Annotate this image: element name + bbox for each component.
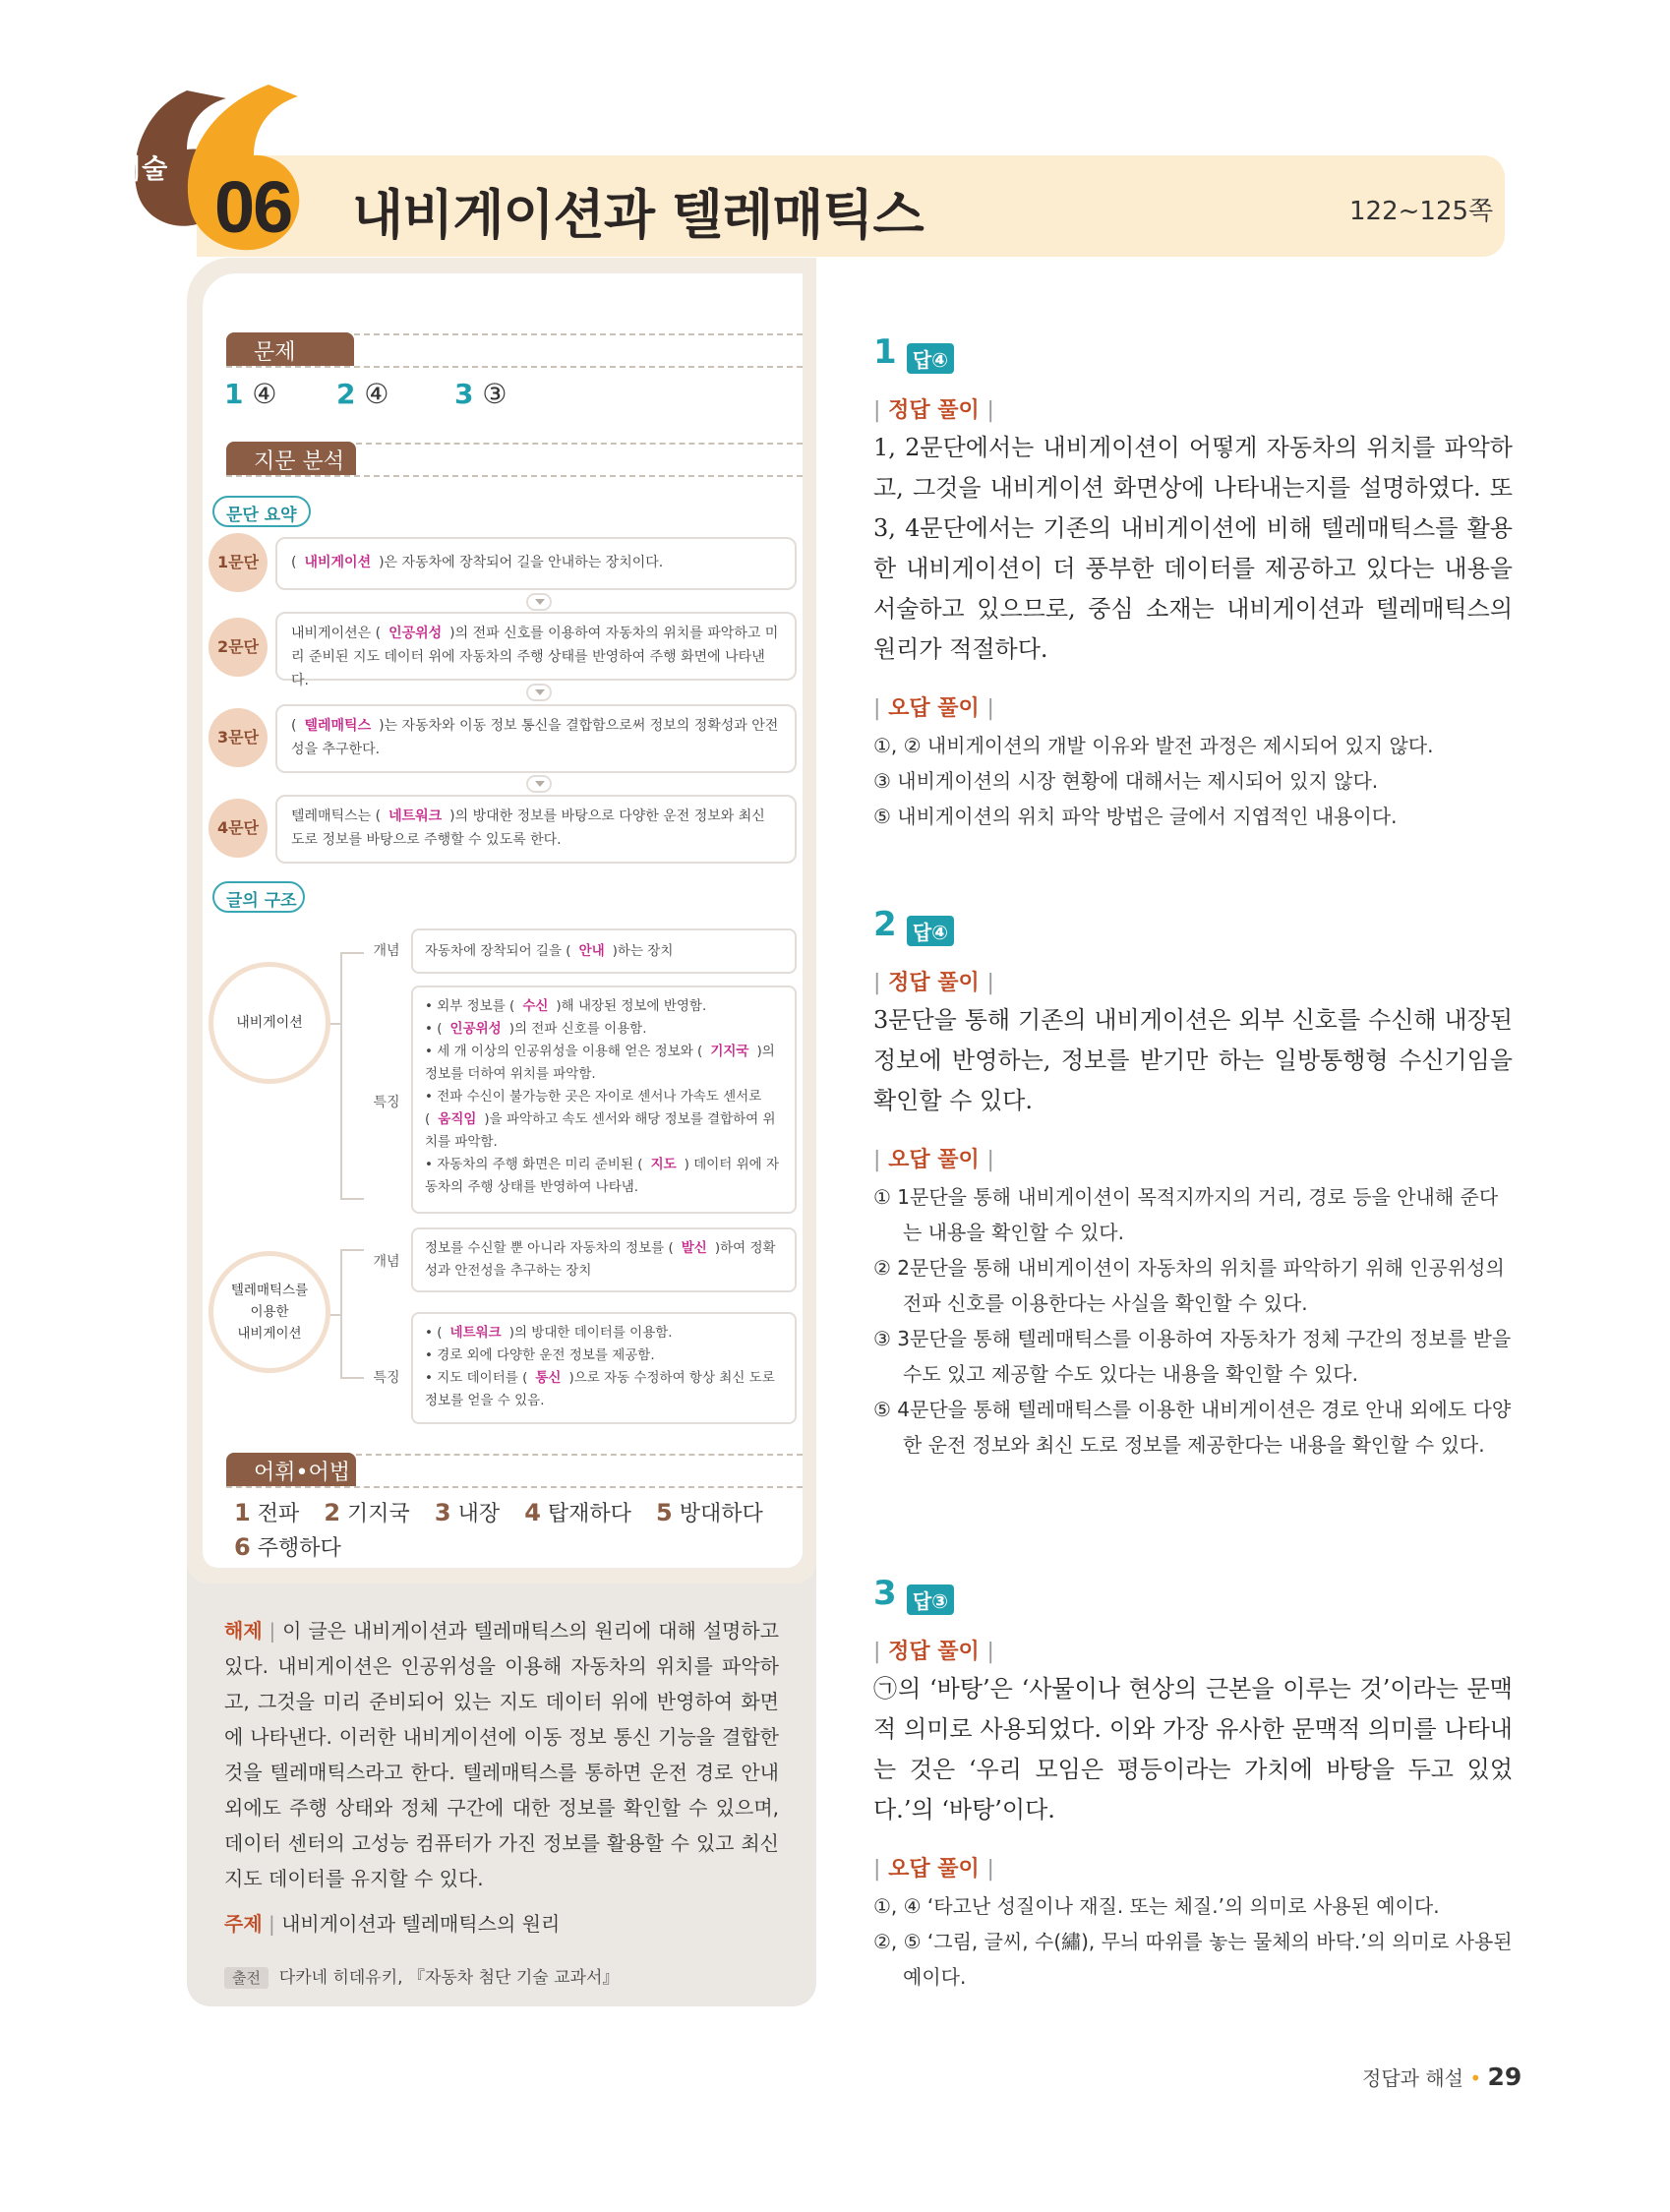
paragraph-tab: 2문단 — [209, 618, 268, 677]
juje-text: 주제 | 내비게이션과 텔레매틱스의 원리 — [224, 1912, 561, 1936]
category-tag: 기술 — [116, 154, 168, 185]
section-tab-problems: 문제 — [226, 332, 354, 366]
section-tab-vocab: 어휘•어법 — [226, 1453, 356, 1486]
page-footer: 정답과 해설 • 29 — [1362, 2063, 1522, 2091]
question-1: 1 답④ | 정답 풀이 | 1, 2문단에서는 내비게이션이 어떻게 자동차의 위치를 파악하고, 그것을 내비게이션 화면상에 나타내는지를 설명하였다. 또 3, 4문단에서는 기존의 내비게이션에 비해 텔레매틱스를 활용한 내비게이션이 더 풍부한 데이터를 제공하고 있다는 내용을 서술하고 있으므로, 중심 소재는 내비게이션과 텔레매틱스의 원리가 적절하다. | 오답 풀이 | ①, ② 내비게이션의 개발 이유와 발전 과정은 제시되어 있지 않다. ③ 내비게이션의 시장 현황에 대해서는 제시되어 있지 않다. ⑤ 내비게이션의 위치 파악 방법은 글에서 지엽적인 내용이다. — [873, 332, 1513, 828]
vocab-list: 1 전파 2 기지국 3 내장 4 탑재하다 5 방대하다 6 주행하다 — [234, 1499, 763, 1561]
haeje-text: 해제 | 이 글은 내비게이션과 텔레매틱스의 원리에 대해 설명하고 있다. 내비게이션은 인공위성을 이용해 자동차의 위치를 파악하고, 그것을 미리 준비되어 있는 지도 데이터 위에 반영하여 화면에 나타낸다. 이러한 내비게이션에 이동 정보 통신 기능을 결합한 것을 텔레매틱스라고 한다. 텔레매틱스를 통하면 운전 경로 안내 외에도 주행 상태와 정체 구간에 대한 정보를 확인할 수 있으며, 데이터 센터의 고성능 컴퓨터가 가진 정보를 활용할 수 있고 최신 지도 데이터를 유지할 수 있다. — [224, 1619, 780, 1890]
paragraph-summary-box: 내비게이션은 ( 인공위성 )의 전파 신호를 이용하여 자동차의 위치를 파악하고 미리 준비된 지도 데이터 위에 자동차의 주행 상태를 반영하여 주행 화면에 나타낸다. — [275, 612, 797, 681]
paragraph-summary-box: 텔레매틱스는 ( 네트워크 )의 방대한 정보를 바탕으로 다양한 운전 정보와 최신 도로 정보를 바탕으로 주행할 수 있도록 한다. — [275, 795, 797, 864]
answer-item: 3 ③ — [454, 378, 507, 410]
paragraph-tab: 4문단 — [209, 799, 268, 858]
concept-label: 개념 — [373, 1254, 400, 1270]
page-range: 122~125쪽 — [1349, 197, 1494, 226]
answer-item: 2 ④ — [336, 378, 389, 410]
answer-item: 1 ④ — [224, 378, 277, 410]
section-tab-analysis: 지문 분석 — [226, 442, 356, 475]
pill-structure: 글의 구조 — [212, 881, 305, 913]
nav-circle: 내비게이션 — [209, 962, 330, 1084]
question-2: 2 답④ | 정답 풀이 | 3문단을 통해 기존의 내비게이션은 외부 신호를 수신해 내장된 정보에 반영하는, 정보를 받기만 하는 일방통행형 수신기임을 확인할 수 있다. | 오답 풀이 | ① 1문단을 통해 내비게이션이 목적지까지의 거리, 경로 등을 안내해 준다는 내용을 확인할 수 있다. ② 2문단을 통해 내비게이션이 자동차의 위치를 파악하기 위해 인공위성의 전파 신호를 이용한다는 사실을 확인할 수 있다. ③ 3문단을 통해 텔레매틱스를 이용하여 자동차가 정체 구간의 정보를 받을 수도 있고 제공할 수도 있다는 내용을 확인할 수 있다. ⑤ 4문단을 통해 텔레매틱스를 이용한 내비게이션은 경로 안내 외에도 다양한 운전 정보와 최신 도로 정보를 제공한다는 내용을 확인할 수 있다. — [873, 905, 1513, 1457]
paragraph-summary-box: ( 텔레매틱스 )는 자동차와 이동 정보 통신을 결합함으로써 정보의 정확성과 안전성을 추구한다. — [275, 704, 797, 773]
telematics-nav-circle: 텔레매틱스를 이용한 내비게이션 — [209, 1251, 330, 1373]
feature-label: 특징 — [373, 1370, 400, 1386]
tel-feature-box: • ( 네트워크 )의 방대한 데이터를 이용함. • 경로 외에 다양한 운전 정보를 제공함. • 지도 데이터를 ( 통신 )으로 자동 수정하여 항상 최신 도로 정보를 얻을 수 있음. — [411, 1312, 797, 1424]
nav-feature-box: • 외부 정보를 ( 수신 )해 내장된 정보에 반영함. • ( 인공위성 )의 전파 신호를 이용함. • 세 개 이상의 인공위성을 이용해 얻은 정보와 ( 기지국 )의 정보를 더하여 위치를 파악함. • 전파 수신이 불가능한 곳은 자이로 센서나 가속도 센서로 ( 움직임 )을 파악하고 속도 센서와 해당 정보를 결합하여 위치를 파악함. • 자동차의 주행 화면은 미리 준비된 ( 지도 ) 데이터 위에 자동차의 주행 상태를 반영하여 나타냄. — [411, 986, 797, 1214]
chapter-number: 06 — [214, 166, 292, 248]
feature-label: 특징 — [373, 1095, 400, 1110]
pill-paragraph-summary: 문단 요약 — [212, 496, 311, 527]
answer-list — [224, 378, 775, 410]
nav-concept-box: 자동차에 장착되어 길을 ( 안내 )하는 장치 — [411, 928, 797, 974]
source-line: 출전 다카네 히데유키, 『자동차 첨단 기술 교과서』 — [224, 1963, 619, 1988]
page-title: 내비게이션과 텔레매틱스 — [352, 184, 924, 246]
paragraph-summary-box: ( 내비게이션 )은 자동차에 장착되어 길을 안내하는 장치이다. — [275, 537, 797, 590]
paragraph-tab: 3문단 — [209, 708, 268, 767]
concept-label: 개념 — [373, 943, 400, 959]
question-3: 3 답③ | 정답 풀이 | ㉠의 ‘바탕’은 ‘사물이나 현상의 근본을 이루는 것’이라는 문맥적 의미로 사용되었다. 이와 가장 유사한 문맥적 의미를 나타내는 것은 ‘우리 모임은 평등이라는 가치에 바탕을 두고 있었다.’의 ‘바탕’이다. | 오답 풀이 | ①, ④ ‘타고난 성질이나 재질. 또는 체질.’의 의미로 사용된 예이다. ②, ⑤ ‘그림, 글씨, 수(繡), 무늬 따위를 놓는 물체의 바닥.’의 의미로 사용된 예이다. — [873, 1574, 1513, 1989]
tel-concept-box: 정보를 수신할 뿐 아니라 자동차의 정보를 ( 발신 )하여 정확성과 안전성을 추구하는 장치 — [411, 1227, 797, 1292]
paragraph-tab: 1문단 — [209, 533, 268, 592]
